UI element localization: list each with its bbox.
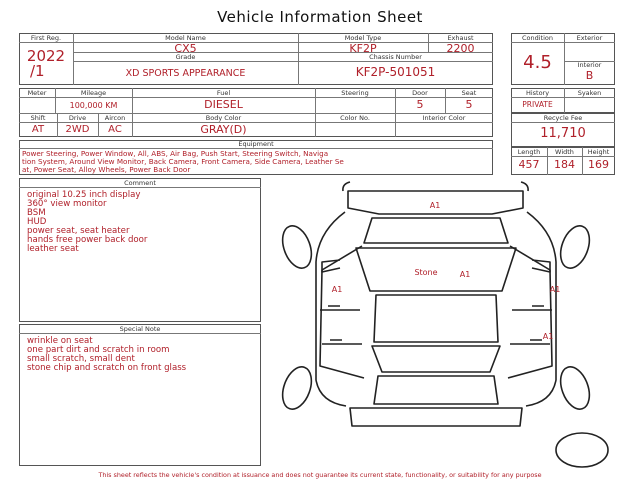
door-value: 5 <box>416 98 424 111</box>
comment-label: Comment <box>124 179 156 187</box>
comment-line: leather seat <box>27 244 79 254</box>
model-name-value: CX5 <box>174 42 197 55</box>
grade-value: XD SPORTS APPEARANCE <box>125 68 246 79</box>
model-type-label: Model Type <box>344 34 382 42</box>
length-value: 457 <box>518 158 540 171</box>
rear-gate-outline <box>374 376 498 404</box>
roof-outline <box>374 295 498 342</box>
damage-mark: A1 <box>429 201 441 210</box>
right-mirror <box>532 260 550 272</box>
condition-value: 4.5 <box>523 52 552 73</box>
seat-label: Seat <box>461 89 477 97</box>
damage-mark: A1 <box>542 332 554 341</box>
model-type-value: KF2P <box>349 42 377 55</box>
special-note-line: wrinkle on seat <box>27 336 93 346</box>
wheel-rear-right <box>555 363 594 413</box>
damage-mark: A1 <box>549 285 561 294</box>
mileage-label: Mileage <box>80 89 107 97</box>
height-value: 169 <box>588 158 609 171</box>
special-note-line: stone chip and scratch on front glass <box>27 363 187 373</box>
equipment-line: tion System, Around View Monitor, Back Camera, Front Camera, Side Camera, Leather Se <box>22 157 344 166</box>
equipment-line: Power Steering, Power Window, All, ABS, Air Bag, Push Start, Steering Switch, Naviga <box>22 149 329 158</box>
damage-mark: A1 <box>331 285 343 294</box>
grade-label: Grade <box>175 53 196 61</box>
drive-value: 2WD <box>65 124 90 135</box>
recycle-fee-value: 11,710 <box>540 126 586 141</box>
width-value: 184 <box>554 158 575 171</box>
comment-line: HUD <box>27 217 47 227</box>
history-label: History <box>525 89 550 97</box>
shift-value: AT <box>31 124 45 135</box>
comment-line: power seat, seat heater <box>27 226 130 236</box>
first-reg-label: First Reg. <box>30 34 62 42</box>
body-color-label: Body Color <box>205 114 242 122</box>
damage-mark: A1 <box>459 270 471 279</box>
color-no-label: Color No. <box>340 114 370 122</box>
meter-label: Meter <box>27 89 47 97</box>
wheel-front-left <box>277 222 316 272</box>
aircon-label: Aircon <box>104 114 126 122</box>
rear-glass-outline <box>372 346 500 372</box>
length-label: Length <box>517 148 541 156</box>
fuel-label: Fuel <box>216 89 231 97</box>
equipment-line: at, Power Seat, Alloy Wheels, Power Back Door <box>22 165 191 174</box>
steering-label: Steering <box>341 89 369 97</box>
interior-color-label: Interior Color <box>422 114 466 122</box>
exhaust-value: 2200 <box>446 42 475 55</box>
equipment-label: Equipment <box>238 140 274 148</box>
history-value: PRIVATE <box>522 100 553 109</box>
model-name-label: Model Name <box>165 34 206 42</box>
rear-bumper <box>350 408 522 426</box>
exterior-label: Exterior <box>576 34 603 42</box>
page-title: Vehicle Information Sheet <box>217 8 423 26</box>
drive-label: Drive <box>68 114 87 122</box>
chassis-label: Chassis Number <box>369 53 422 61</box>
disclaimer-footer: This sheet reflects the vehicle's condition at issuance and does not guarantee its current state, functionality, or suitability for any purpose <box>98 471 542 479</box>
comment-line: original 10.25 inch display <box>27 190 141 200</box>
hood-outline <box>364 218 508 243</box>
left-mirror <box>322 260 340 272</box>
condition-label: Condition <box>521 34 554 42</box>
width-label: Width <box>555 148 574 156</box>
special-note-line: one part dirt and scratch in room <box>27 345 170 355</box>
comment-line: hands free power back door <box>27 235 148 245</box>
special-note-line: small scratch, small dent <box>27 354 135 364</box>
fuel-value: DIESEL <box>204 98 243 111</box>
first-reg-value-month: /1 <box>30 62 45 80</box>
aircon-value: AC <box>108 124 122 135</box>
damage-mark: Stone <box>414 268 438 277</box>
interior-value: B <box>585 69 594 82</box>
shift-label: Shift <box>30 114 46 122</box>
seat-value: 5 <box>465 98 473 111</box>
chassis-value: KF2P-501051 <box>355 65 436 79</box>
spare-tire <box>556 433 608 467</box>
interior-label: Interior <box>577 61 602 69</box>
special-note-label: Special Note <box>119 325 161 333</box>
height-label: Height <box>587 148 610 156</box>
body-color-value: GRAY(D) <box>200 123 247 136</box>
exhaust-label: Exhaust <box>447 34 474 42</box>
first-reg-value: 2022 <box>26 47 66 65</box>
comment-line: BSM <box>27 208 46 218</box>
wheel-rear-left <box>277 363 316 413</box>
comment-line: 360° view monitor <box>27 199 107 209</box>
syaken-label: Syaken <box>577 89 602 97</box>
door-label: Door <box>412 89 428 97</box>
wheel-front-right <box>555 222 594 272</box>
recycle-fee-label: Recycle Fee <box>543 114 583 122</box>
mileage-value: 100,000 KM <box>69 101 118 110</box>
